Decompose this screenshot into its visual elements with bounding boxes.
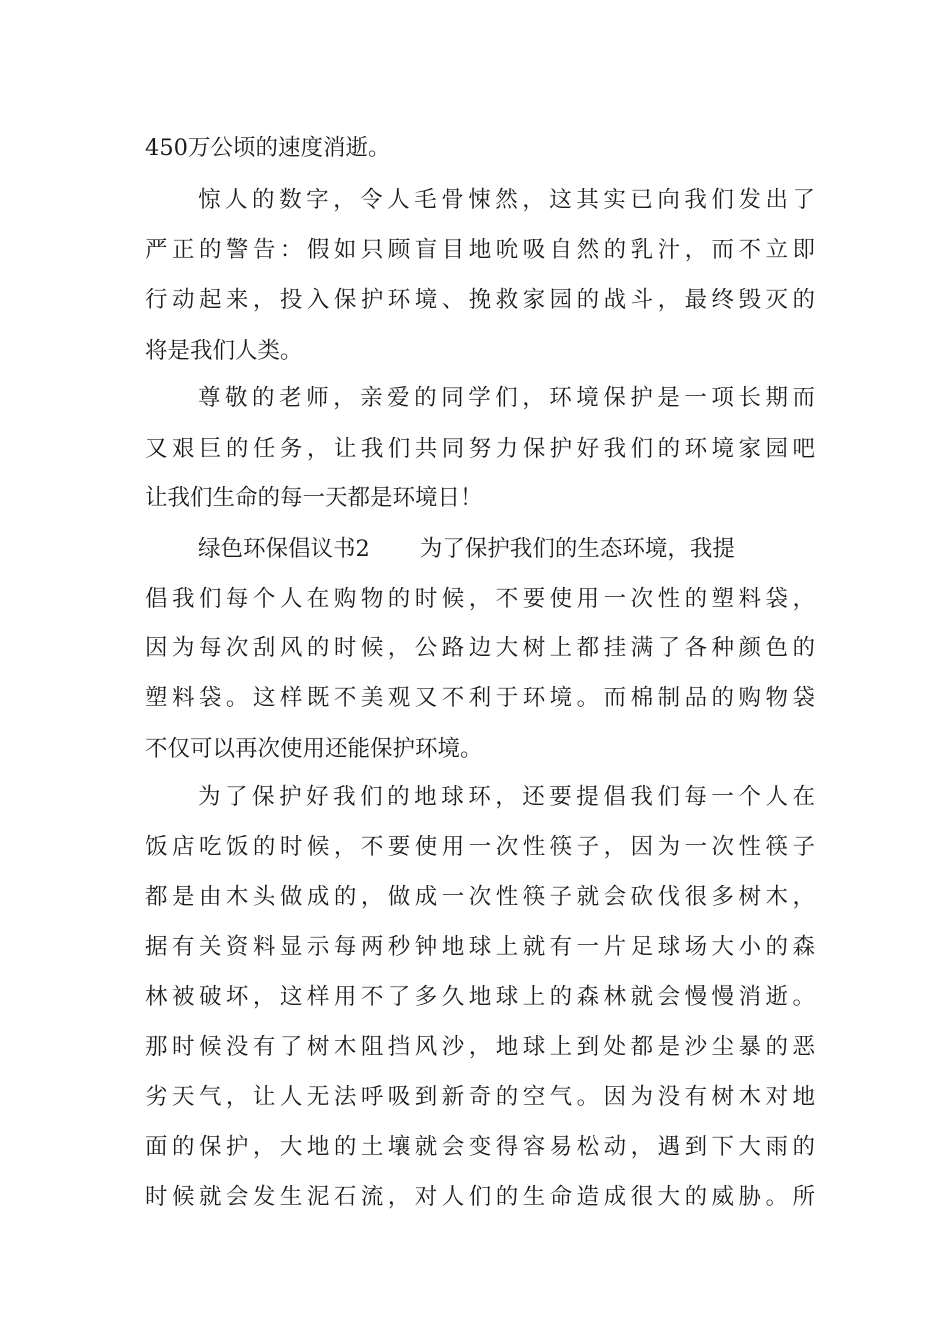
- text-line: 严正的警告：假如只顾盲目地吮吸自然的乳汁，而不立即: [145, 237, 815, 263]
- text-line: 尊敬的老师，亲爱的同学们，环境保护是一项长期而: [198, 385, 815, 411]
- text-line: 都是由木头做成的，做成一次性筷子就会砍伐很多树木，: [145, 884, 815, 910]
- text-line: 又艰巨的任务，让我们共同努力保护好我们的环境家园吧: [145, 436, 815, 462]
- text-line: 面的保护，大地的土壤就会变得容易松动，遇到下大雨的: [145, 1134, 815, 1160]
- text-line: 劣天气，让人无法呼吸到新奇的空气。因为没有树木对地: [145, 1084, 815, 1110]
- text-line: 塑料袋。这样既不美观又不利于环境。而棉制品的购物袋: [145, 685, 815, 711]
- text-line: 据有关资料显示每两秒钟地球上就有一片足球场大小的森: [145, 934, 815, 960]
- section-heading: 绿色环保倡议书2: [198, 536, 370, 562]
- text-line: 林被破坏，这样用不了多久地球上的森林就会慢慢消逝。: [145, 984, 815, 1010]
- heading-line: [198, 532, 815, 566]
- text-line: 将是我们人类。: [145, 338, 303, 364]
- text-line: 让我们生命的每一天都是环境日！: [145, 485, 483, 511]
- text-line: 450万公顷的速度消逝。: [145, 135, 391, 161]
- text-line: 不仅可以再次使用还能保护环境。: [145, 736, 483, 762]
- text-line: 行动起来，投入保护环境、挽救家园的战斗，最终毁灭的: [145, 287, 815, 313]
- text-line: 时候就会发生泥石流，对人们的生命造成很大的威胁。所: [145, 1184, 815, 1210]
- text-line: 因为每次刮风的时候，公路边大树上都挂满了各种颜色的: [145, 635, 815, 661]
- text-line: 惊人的数字，令人毛骨悚然，这其实已向我们发出了: [198, 187, 815, 213]
- text-line: 饭店吃饭的时候，不要使用一次性筷子，因为一次性筷子: [145, 834, 815, 860]
- text-line: 为了保护我们的生态环境，我提: [419, 536, 735, 562]
- text-line: 倡我们每个人在购物的时候，不要使用一次性的塑料袋，: [145, 586, 815, 612]
- text-line: 那时候没有了树木阻挡风沙，地球上到处都是沙尘暴的恶: [145, 1034, 815, 1060]
- text-line: 为了保护好我们的地球环，还要提倡我们每一个人在: [198, 784, 815, 810]
